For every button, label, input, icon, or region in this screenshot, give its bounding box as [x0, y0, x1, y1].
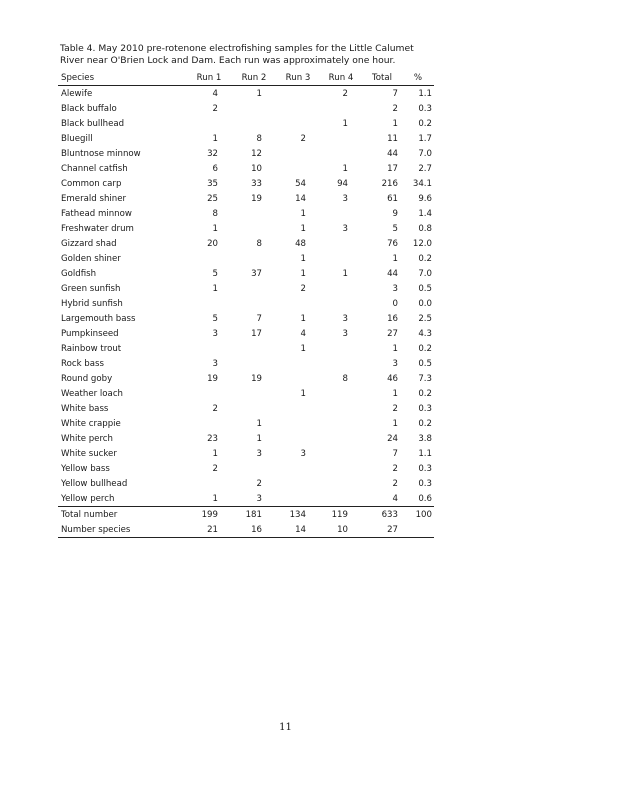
- run4-cell: [320, 446, 362, 461]
- run1-cell: 19: [207, 373, 218, 384]
- run1-cell: 21: [186, 522, 232, 538]
- total-cell: 2: [392, 103, 398, 114]
- table-row: [58, 311, 434, 326]
- percent-cell: 4.3: [418, 328, 432, 339]
- run1-cell: 5: [212, 313, 218, 324]
- run4-cell: 3: [342, 193, 348, 204]
- percent-cell: 0.3: [418, 478, 432, 489]
- run4-cell: [320, 296, 362, 311]
- run3-cell: 54: [295, 178, 306, 189]
- total-cell: 1: [392, 388, 398, 399]
- run2-cell: [232, 296, 276, 311]
- run3-cell: 14: [276, 522, 320, 538]
- run1-cell: [186, 251, 232, 266]
- percent-cell: 0.2: [418, 118, 432, 129]
- table-row: [58, 191, 434, 206]
- total-cell: 2: [392, 478, 398, 489]
- percent-cell: 7.0: [418, 148, 432, 159]
- percent-cell: 1.1: [418, 448, 432, 459]
- total-cell: 2: [392, 463, 398, 474]
- table-row: [58, 221, 434, 236]
- run1-cell: 199: [186, 507, 232, 523]
- run2-cell: 19: [251, 373, 262, 384]
- run1-cell: 25: [207, 193, 218, 204]
- run3-cell: 134: [276, 507, 320, 523]
- total-cell: 1: [392, 418, 398, 429]
- run2-cell: 12: [251, 148, 262, 159]
- run4-cell: [320, 476, 362, 491]
- run4-cell: [320, 251, 362, 266]
- percent-cell: 0.2: [418, 388, 432, 399]
- run4-cell: [320, 401, 362, 416]
- run2-cell: 1: [256, 433, 262, 444]
- col-header-total: Total: [362, 71, 402, 86]
- total-cell: 1: [392, 343, 398, 354]
- table-row: [58, 281, 434, 296]
- percent-cell: 3.8: [418, 433, 432, 444]
- run4-cell: 3: [342, 328, 348, 339]
- total-cell: 16: [387, 313, 398, 324]
- col-header-species: Species: [58, 71, 186, 86]
- run1-cell: 23: [207, 433, 218, 444]
- total-cell: 61: [387, 193, 398, 204]
- percent-cell: 0.2: [418, 418, 432, 429]
- species-cell: White sucker: [61, 448, 117, 459]
- run4-cell: [320, 281, 362, 296]
- run2-cell: 33: [251, 178, 262, 189]
- run1-cell: [186, 386, 232, 401]
- table-body: [58, 86, 434, 507]
- run3-cell: 1: [300, 343, 306, 354]
- fish-sample-table-container: [58, 71, 434, 538]
- run2-cell: [232, 461, 276, 476]
- run2-cell: 181: [232, 507, 276, 523]
- run1-cell: 2: [212, 403, 218, 414]
- run4-cell: 119: [320, 507, 362, 523]
- species-cell: Yellow perch: [61, 493, 115, 504]
- run3-cell: 1: [300, 388, 306, 399]
- species-cell: Alewife: [61, 88, 93, 99]
- run3-cell: [276, 356, 320, 371]
- percent-cell: 0.0: [418, 298, 432, 309]
- table-row: [58, 326, 434, 341]
- percent-cell: 0.6: [418, 493, 432, 504]
- table-summary: [58, 507, 434, 538]
- percent-cell: 100: [402, 507, 434, 523]
- percent-cell: 0.2: [418, 253, 432, 264]
- run1-cell: 1: [212, 448, 218, 459]
- run3-cell: 1: [300, 268, 306, 279]
- table-row: [58, 86, 434, 102]
- run2-cell: [232, 386, 276, 401]
- run1-cell: 3: [212, 328, 218, 339]
- species-cell: Emerald shiner: [61, 193, 127, 204]
- run4-cell: 1: [342, 118, 348, 129]
- run1-cell: 4: [212, 88, 218, 99]
- run4-cell: 1: [342, 268, 348, 279]
- species-cell: Bluntnose minnow: [61, 148, 141, 159]
- percent-cell: 2.7: [418, 163, 432, 174]
- total-cell: 76: [387, 238, 398, 249]
- run1-cell: 3: [212, 358, 218, 369]
- run2-cell: 37: [251, 268, 262, 279]
- species-cell: Gizzard shad: [61, 238, 117, 249]
- page-number: 11: [279, 722, 292, 733]
- species-cell: Yellow bass: [61, 463, 110, 474]
- run3-cell: [276, 401, 320, 416]
- run1-cell: 20: [207, 238, 218, 249]
- total-cell: 1: [392, 118, 398, 129]
- percent-cell: 9.6: [418, 193, 432, 204]
- run4-cell: [320, 236, 362, 251]
- run3-cell: 1: [300, 313, 306, 324]
- total-cell: 2: [392, 403, 398, 414]
- run4-cell: [320, 206, 362, 221]
- table-row: [58, 146, 434, 161]
- species-cell: Rainbow trout: [61, 343, 122, 354]
- run4-cell: [320, 341, 362, 356]
- run2-cell: 3: [256, 493, 262, 504]
- run4-cell: 3: [342, 223, 348, 234]
- run2-cell: 8: [256, 133, 262, 144]
- run2-cell: [232, 251, 276, 266]
- run4-cell: [320, 491, 362, 507]
- run3-cell: 2: [300, 283, 306, 294]
- percent-cell: 1.4: [418, 208, 432, 219]
- species-cell: Weather loach: [61, 388, 123, 399]
- total-cell: 46: [387, 373, 398, 384]
- run2-cell: 19: [251, 193, 262, 204]
- run2-cell: 8: [256, 238, 262, 249]
- run1-cell: 8: [212, 208, 218, 219]
- table-row: [58, 476, 434, 491]
- run3-cell: [276, 86, 320, 102]
- table-row: [58, 236, 434, 251]
- run3-cell: [276, 416, 320, 431]
- run2-cell: 10: [251, 163, 262, 174]
- species-cell: White crappie: [61, 418, 121, 429]
- run4-cell: [320, 146, 362, 161]
- run2-cell: [232, 221, 276, 236]
- total-cell: 216: [381, 178, 398, 189]
- run2-cell: [232, 341, 276, 356]
- run1-cell: [186, 416, 232, 431]
- total-cell: 27: [362, 522, 402, 538]
- total-cell: 1: [392, 253, 398, 264]
- table-row: [58, 416, 434, 431]
- species-cell: Yellow bullhead: [61, 478, 128, 489]
- run4-cell: 10: [320, 522, 362, 538]
- run3-cell: [276, 116, 320, 131]
- run3-cell: [276, 476, 320, 491]
- species-cell: Common carp: [61, 178, 122, 189]
- run3-cell: [276, 371, 320, 386]
- percent-cell: 2.5: [418, 313, 432, 324]
- total-cell: 3: [392, 358, 398, 369]
- run2-cell: [232, 356, 276, 371]
- run2-cell: 16: [232, 522, 276, 538]
- total-cell: 11: [387, 133, 398, 144]
- total-cell: 4: [392, 493, 398, 504]
- percent-cell: 1.1: [418, 88, 432, 99]
- total-cell: 17: [387, 163, 398, 174]
- run3-cell: 4: [300, 328, 306, 339]
- table-caption: Table 4. May 2010 pre-rotenone electrofishing samples for the Little Calumet River near O'Brien Lock and Dam. Each run was approximately one hour.: [60, 43, 414, 66]
- total-cell: 44: [387, 148, 398, 159]
- percent-cell: 0.2: [418, 343, 432, 354]
- percent-cell: 0.5: [418, 283, 432, 294]
- table-row: [58, 161, 434, 176]
- summary-row: [58, 522, 434, 538]
- total-cell: 633: [362, 507, 402, 523]
- total-cell: 7: [392, 448, 398, 459]
- summary-label-cell: Number species: [58, 522, 186, 538]
- species-cell: Green sunfish: [61, 283, 121, 294]
- run1-cell: 5: [212, 268, 218, 279]
- run4-cell: [320, 461, 362, 476]
- run2-cell: [232, 281, 276, 296]
- run1-cell: 32: [207, 148, 218, 159]
- run4-cell: [320, 386, 362, 401]
- percent-cell: 0.3: [418, 403, 432, 414]
- percent-cell: 0.8: [418, 223, 432, 234]
- run3-cell: 48: [295, 238, 306, 249]
- run1-cell: 6: [212, 163, 218, 174]
- table-row: [58, 446, 434, 461]
- species-cell: Bluegill: [61, 133, 93, 144]
- table-row: [58, 266, 434, 281]
- percent-cell: [402, 522, 434, 538]
- percent-cell: 7.0: [418, 268, 432, 279]
- col-header-run1: Run 1: [186, 71, 232, 86]
- run3-cell: [276, 491, 320, 507]
- run3-cell: 3: [300, 448, 306, 459]
- species-cell: Hybrid sunfish: [61, 298, 123, 309]
- run4-cell: 94: [337, 178, 348, 189]
- table-row: [58, 356, 434, 371]
- run1-cell: 1: [212, 283, 218, 294]
- col-header-run3: Run 3: [276, 71, 320, 86]
- run2-cell: 3: [256, 448, 262, 459]
- run3-cell: [276, 431, 320, 446]
- run1-cell: 2: [212, 103, 218, 114]
- species-cell: Fathead minnow: [61, 208, 132, 219]
- run2-cell: 1: [256, 88, 262, 99]
- species-cell: Black buffalo: [61, 103, 117, 114]
- species-cell: Largemouth bass: [61, 313, 136, 324]
- run3-cell: [276, 101, 320, 116]
- table-row: [58, 176, 434, 191]
- total-cell: 7: [392, 88, 398, 99]
- run4-cell: 3: [342, 313, 348, 324]
- run3-cell: 1: [300, 223, 306, 234]
- run3-cell: [276, 461, 320, 476]
- run1-cell: [186, 476, 232, 491]
- species-cell: Golden shiner: [61, 253, 121, 264]
- table-row: [58, 296, 434, 311]
- fish-sample-table: [58, 71, 434, 538]
- summary-label-cell: Total number: [58, 507, 186, 523]
- run3-cell: 14: [295, 193, 306, 204]
- total-cell: 9: [392, 208, 398, 219]
- percent-cell: 12.0: [412, 238, 432, 249]
- run3-cell: [276, 161, 320, 176]
- col-header-percent: %: [402, 71, 434, 86]
- header-row: [58, 71, 434, 86]
- table-row: [58, 371, 434, 386]
- run4-cell: [320, 431, 362, 446]
- species-cell: Round goby: [61, 373, 113, 384]
- table-row: [58, 131, 434, 146]
- run2-cell: [232, 401, 276, 416]
- summary-row: [58, 507, 434, 523]
- run1-cell: 1: [212, 493, 218, 504]
- col-header-run2: Run 2: [232, 71, 276, 86]
- total-cell: 44: [387, 268, 398, 279]
- run2-cell: 17: [251, 328, 262, 339]
- table-row: [58, 431, 434, 446]
- table-row: [58, 461, 434, 476]
- run3-cell: 1: [300, 208, 306, 219]
- total-cell: 0: [392, 298, 398, 309]
- run3-cell: [276, 296, 320, 311]
- col-header-run4: Run 4: [320, 71, 362, 86]
- table-row: [58, 491, 434, 507]
- run1-cell: [186, 341, 232, 356]
- table-row: [58, 341, 434, 356]
- run2-cell: [232, 101, 276, 116]
- run1-cell: [186, 296, 232, 311]
- run2-cell: 7: [256, 313, 262, 324]
- table-row: [58, 401, 434, 416]
- run2-cell: 1: [256, 418, 262, 429]
- run4-cell: 1: [342, 163, 348, 174]
- species-cell: Channel catfish: [61, 163, 128, 174]
- run3-cell: 1: [300, 253, 306, 264]
- table-row: [58, 116, 434, 131]
- percent-cell: 0.3: [418, 103, 432, 114]
- table-row: [58, 101, 434, 116]
- run3-cell: [276, 146, 320, 161]
- percent-cell: 0.5: [418, 358, 432, 369]
- run4-cell: 8: [342, 373, 348, 384]
- table-row: [58, 251, 434, 266]
- table-row: [58, 386, 434, 401]
- run4-cell: [320, 101, 362, 116]
- species-cell: White bass: [61, 403, 109, 414]
- run1-cell: 1: [212, 133, 218, 144]
- species-cell: Rock bass: [61, 358, 104, 369]
- percent-cell: 34.1: [412, 178, 432, 189]
- table-row: [58, 206, 434, 221]
- percent-cell: 7.3: [418, 373, 432, 384]
- species-cell: Freshwater drum: [61, 223, 134, 234]
- run4-cell: [320, 356, 362, 371]
- total-cell: 3: [392, 283, 398, 294]
- total-cell: 24: [387, 433, 398, 444]
- run2-cell: [232, 116, 276, 131]
- species-cell: Goldfish: [61, 268, 97, 279]
- species-cell: White perch: [61, 433, 113, 444]
- run4-cell: [320, 131, 362, 146]
- run2-cell: [232, 206, 276, 221]
- total-cell: 27: [387, 328, 398, 339]
- run3-cell: 2: [300, 133, 306, 144]
- run4-cell: 2: [342, 88, 348, 99]
- run1-cell: 1: [212, 223, 218, 234]
- run1-cell: [186, 116, 232, 131]
- percent-cell: 1.7: [418, 133, 432, 144]
- species-cell: Pumpkinseed: [61, 328, 119, 339]
- run1-cell: 2: [212, 463, 218, 474]
- run4-cell: [320, 416, 362, 431]
- run2-cell: 2: [256, 478, 262, 489]
- percent-cell: 0.3: [418, 463, 432, 474]
- run1-cell: 35: [207, 178, 218, 189]
- species-cell: Black bullhead: [61, 118, 125, 129]
- total-cell: 5: [392, 223, 398, 234]
